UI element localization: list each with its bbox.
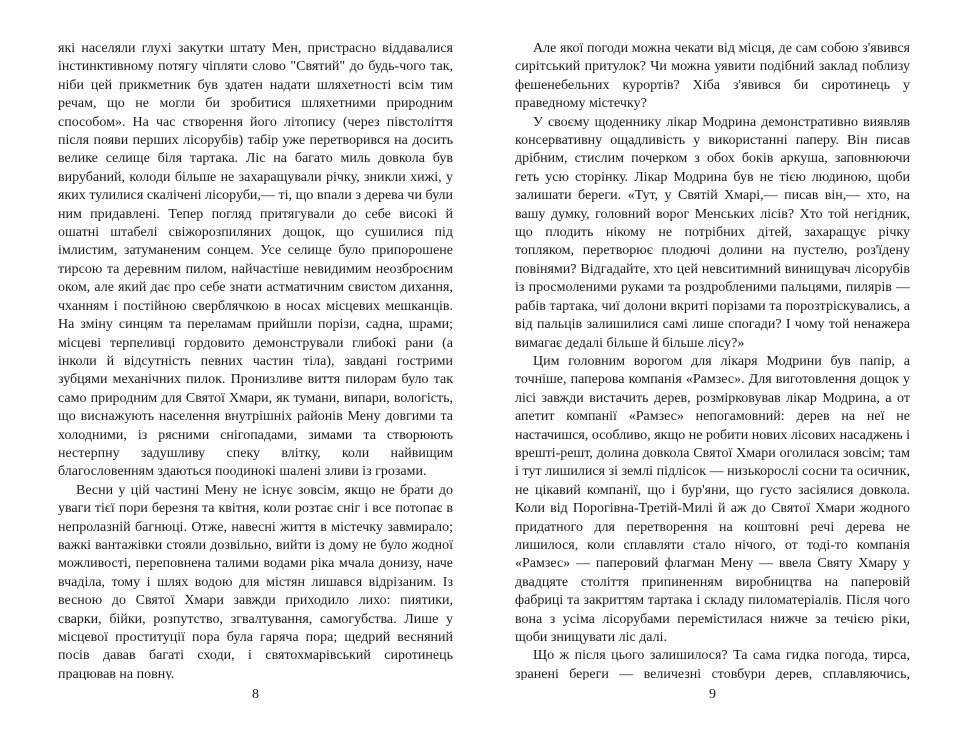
right-page (515, 40, 910, 680)
left-paragraph-1: які населяли глухі закутки штату Мен, пристрасно віддавалися інстинктивному потягу чіпляти слово "Святий" до будь-чого так, ніби цей прикметник був здатен надати шляхетності всім тим речам, що не могли би зробитися шляхетними природним способом». На час створення його літопису (через півстоліття після появи перших лісорубів) табір уже перетворився на досить велике селище біля тартака. Ліс на багато миль довкола був вирубаний, колоди більше не захаращували річку, зникли хижі, у яких тулилися скалічені лісоруби,— ті, що впали з дерева чи були ним придавлені. Тепер погляд притягували до себе високі й ошатні штабелі свіжорозпиляних дощок, що сушилися під імлистим, затуманеним сонцем. Усе селище було припорошене тирсою та деревним пилом, найчастіше невидимим неозброєним оком, але який дає про себе знати астматичним свистом дихання, чханням і постійною сверблячкою в носах місцевих мешканців. На зміну синцям та переламам прийшли порізи, садна, шрами; місцеві терпеливці гордовито демонстрували глибокі рани (а інколи й відсутність певних частин тіла), завдані гострими зубцями механічних пилок. Пронизливе виття пилорам було так само природним для Святої Хмари, як тумани, випари, вологість, що виснажують населення внутрішніх районів Мену довгими та холодними, із рясними снігопадами, зимами та створюють нестерпну задушливу спеку влітку, коли найвищим благословенням здаються поодинокі шалені зливи із грозами. (58, 41, 453, 480)
right-paragraph-2: У своєму щоденнику лікар Модрина демонстративно виявляв консервативну ощадливість у використанні паперу. Він писав дрібним, стислим почерком з обох боків аркуша, заповнюючи геть усю сторінку. Лікар Модрина був не тією людиною, щоби залишати береги. «Тут, у Святій Хмарі,— писав він,— хто, на вашу думку, головний ворог Менських лісів? Хто той негідник, що плодить нікому не потрібних дітей, захаращує річку топляком, перетворює плодючі долини на пустелю, роз'їдену повінями? Відгадайте, хто цей невситимний винищувач лісорубів із просмоленими руками та роздробленими пальцями, пилярів — рабів тартака, чиї долони вкриті порізами та порозтріскувались, а від пальців залишилися самі лише спогади? І чому той ненажера вимагає дедалі більше й більше лісу?» (515, 114, 910, 351)
left-page-number: 8 (252, 687, 259, 702)
right-paragraph-4-text: Що ж після цього залишилося? Та сама гидка погода, тирса, зранені береги — величезні стовбури дерев, сплавляючись, (515, 648, 910, 680)
right-paragraph-3: Цим головним ворогом для лікаря Модрини був папір, а точніше, паперова компанія «Рамзес». Для виготовлення дощок у лісі завжди вистачить дерев, розмірковував лікар Модрина, а от апетит компанії «Рамзес» непогамовний: дерев на неї не настачишся, особливо, якщо не робити нових лісових насаджень і врешті-решт, долина довкола Святої Хмари оголилася зовсім; там і тут лишилися зі землі підлісок — низькорослі сосни та осичник, не цікавий компанії, що і бур'яни, що густо засіялися довкола. Коли від Порогівна-Третій-Милі й аж до Святої Хмари жодного придатного для перетворення на коштовні речі дерева не лишилося, коли сплавляти стало нічого, от тоді-то компанія «Рамзес» — паперовий флагман Мену — ввела Святу Хмару у двадцяте століття припиненням виробництва на паперовій фабриці та закриттям тартака і складу пиломатеріалів. Після чого вона з усіма лісорубами перемістилася нижче за течією ріки, щоби знищувати ліс далі. (515, 353, 910, 645)
left-paragraph-2: Весни у цій частині Мену не існує зовсім, якщо не брати до уваги тієї пори березня та квітня, коли розтає сніг і все потопає в непролазній багнюці. Отже, навесні життя в містечку завмирало; важкі вантажівки стояли дозвільно, вийти із дому не було жодної можливості, переповнена талими водами ріка мчала донизу, наче вчаділа, тому і шлях водою для містян лишався відрізаним. Із весною до Святої Хмари завжди приходило лихо: пиятики, сварки, бійки, розпутство, згвалтування, самогубства. Лише у місцевої проституції пора була гаряча пора; щедрий весняний посів давав багаті сходи, і святохмарівський сиротинець працював на повну. (58, 482, 453, 680)
right-paragraph-4 (515, 647, 910, 680)
right-page-number: 9 (709, 687, 716, 702)
left-page (58, 40, 453, 680)
right-paragraph-1: Але якої погоди можна чекати від місця, де сам собою з'явився сирітський притулок? Чи можна уявити подібний заклад поблизу фешенебельних курортів? Хіба з'явився би сиротинець у праведному містечку? (515, 41, 910, 112)
